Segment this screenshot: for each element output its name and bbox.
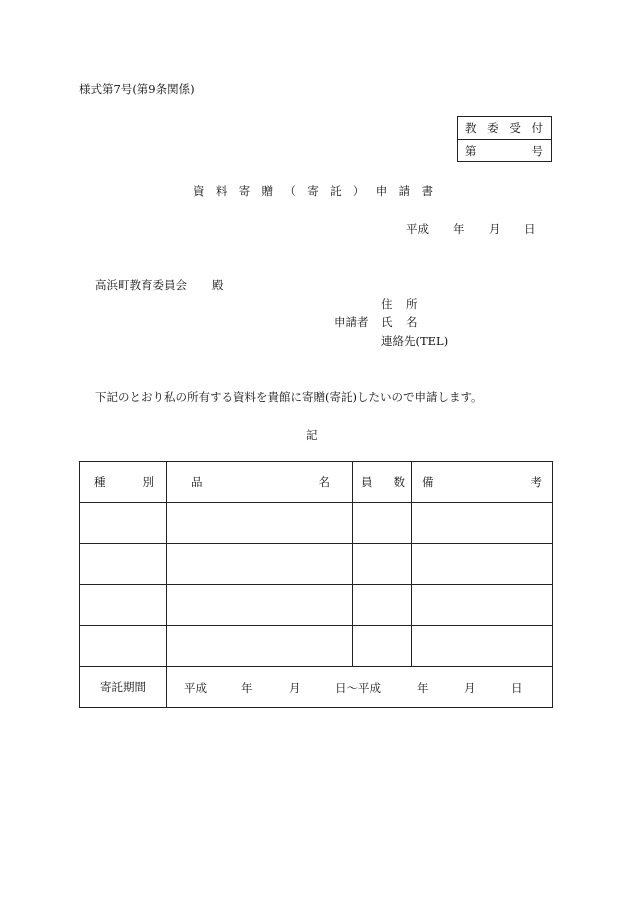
remarks-cell[interactable] (412, 626, 553, 667)
addressee-honorific: 殿 (212, 278, 224, 292)
title-char: 託 (330, 184, 342, 198)
date-year: 年 (453, 222, 465, 236)
item-name-cell[interactable] (167, 626, 353, 667)
period-part: 月 (464, 681, 476, 695)
item-name-cell[interactable] (167, 544, 353, 585)
period-part: 年 (241, 681, 253, 695)
date-era: 平成 (406, 222, 429, 236)
item-name-cell[interactable] (167, 585, 353, 626)
deposit-period-label: 寄託期間 (80, 667, 167, 708)
type-cell[interactable] (80, 626, 167, 667)
table-row (80, 626, 553, 667)
type-cell[interactable] (80, 503, 167, 544)
title-char: 資 (193, 184, 205, 198)
deposit-period-row (80, 667, 553, 708)
quantity-cell[interactable] (353, 544, 412, 585)
header-char: 員 (361, 475, 373, 489)
receipt-number-row (458, 139, 551, 161)
header-char: 種 (94, 475, 106, 489)
title-char: 書 (421, 184, 433, 198)
name-label-1: 氏 (381, 315, 393, 329)
document-title (193, 183, 433, 199)
title-char: 寄 (307, 184, 319, 198)
period-part: 平成 (184, 681, 207, 695)
quantity-cell[interactable] (353, 585, 412, 626)
receipt-box (457, 116, 552, 162)
table-header-row (80, 462, 553, 503)
table-row (80, 585, 553, 626)
remarks-cell[interactable] (412, 503, 553, 544)
receipt-char: 教 (465, 121, 477, 135)
quantity-cell[interactable] (353, 503, 412, 544)
remarks-cell[interactable] (412, 585, 553, 626)
receipt-char: 受 (509, 121, 521, 135)
item-name-cell[interactable] (167, 503, 353, 544)
remarks-cell[interactable] (412, 544, 553, 585)
date-month: 月 (489, 222, 501, 236)
type-cell[interactable] (80, 544, 167, 585)
table-row (80, 544, 553, 585)
ki-mark: 記 (306, 428, 318, 442)
type-cell[interactable] (80, 585, 167, 626)
address-label-2: 所 (406, 297, 418, 311)
header-char: 数 (393, 475, 405, 489)
header-type (80, 462, 167, 503)
title-char: 申 (375, 184, 388, 198)
period-part: 日 (511, 681, 523, 695)
name-label-2: 名 (406, 315, 418, 329)
period-part: 月 (289, 681, 301, 695)
receipt-char: 第 (465, 143, 477, 158)
title-char: （ (284, 184, 296, 198)
applicant-label: 申請者 (334, 315, 369, 329)
receipt-char: 号 (531, 143, 543, 158)
period-part: 年 (417, 681, 429, 695)
table-row (80, 503, 553, 544)
header-char: 別 (142, 475, 154, 489)
title-char: 寄 (238, 184, 251, 198)
contact-label: 連絡先(TEL) (381, 334, 449, 348)
title-char: 料 (215, 184, 228, 198)
header-remarks (412, 462, 553, 503)
quantity-cell[interactable] (353, 626, 412, 667)
receipt-char: 付 (531, 121, 543, 135)
period-part: 日～平成 (335, 681, 381, 695)
item-table (79, 461, 553, 708)
form-number: 様式第7号(第9条関係) (79, 82, 195, 96)
header-char: 品 (191, 475, 203, 489)
body-text: 下記のとおり私の所有する資料を貴館に寄贈(寄託)したいので申請します。 (95, 390, 483, 404)
title-char: 贈 (261, 184, 274, 198)
header-char: 備 (422, 475, 434, 489)
receipt-header-row (458, 117, 551, 139)
addressee-name: 高浜町教育委員会 (95, 278, 187, 292)
header-char: 名 (318, 475, 330, 489)
address-label-1: 住 (381, 297, 393, 311)
header-item-name (167, 462, 353, 503)
deposit-period-dates[interactable] (167, 667, 553, 708)
header-quantity (353, 462, 412, 503)
receipt-char: 委 (487, 121, 499, 135)
title-char: ） (352, 184, 365, 198)
date-day: 日 (524, 222, 536, 236)
header-char: 考 (530, 475, 542, 489)
title-char: 請 (398, 184, 411, 198)
